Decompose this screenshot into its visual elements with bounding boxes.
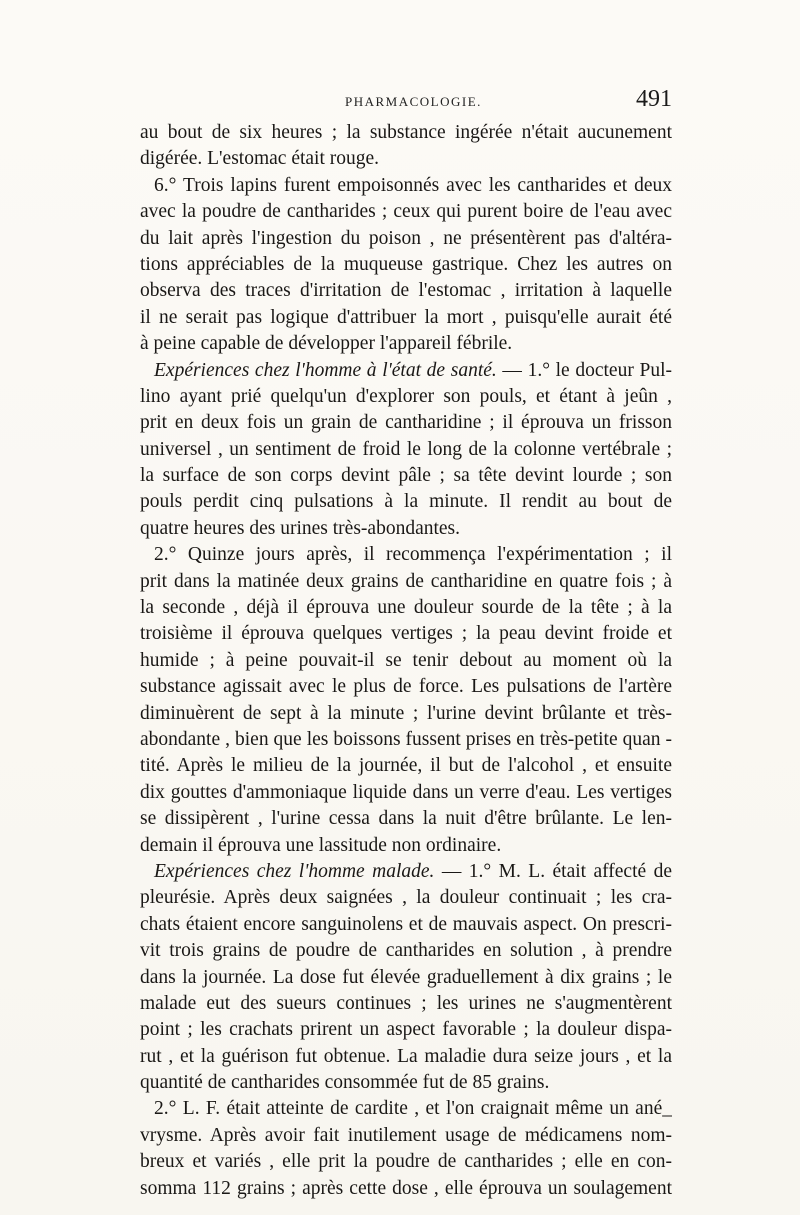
text-line <box>140 833 672 859</box>
line-text: somma 112 grains ; après cette dose , elle éprouva un soulagement <box>140 1177 672 1199</box>
line-text: 2.° Quinze jours après, il recommença l'expérimentation ; il <box>154 544 672 566</box>
text-line <box>140 885 672 911</box>
line-text: vit trois grains de poudre de cantharides en solution , à prendre <box>140 940 672 962</box>
line-text: pleurésie. Après deux saignées , la douleur continuait ; les cra- <box>140 887 672 909</box>
text-line <box>140 991 672 1017</box>
text-line <box>140 859 672 885</box>
line-text: tions appréciables de la muqueuse gastrique. Chez les autres on <box>140 253 672 275</box>
line-text: diminuèrent de sept à la minute ; l'urine devint brûlante et très- <box>140 702 672 724</box>
line-text: digérée. L'estomac était rouge. <box>140 148 380 170</box>
line-text: breux et variés , elle prit la poudre de cantharides ; elle en con- <box>140 1151 672 1173</box>
text-line <box>140 1149 672 1175</box>
text-line <box>140 199 672 225</box>
body-text <box>140 120 672 1202</box>
line-text: prit dans la matinée deux grains de cantharidine en quatre fois ; à <box>140 570 672 592</box>
text-line <box>140 542 672 568</box>
section-heading: Expériences chez l'homme malade. <box>154 860 435 882</box>
line-text: lino ayant prié quelqu'un d'explorer son pouls, et étant à jeûn , <box>140 385 672 407</box>
text-line <box>140 780 672 806</box>
text-line <box>140 1176 672 1202</box>
line-text: demain il éprouva une lassitude non ordinaire. <box>140 834 502 856</box>
text-line <box>140 621 672 647</box>
line-text: malade eut des sueurs continues ; les urines ne s'augmentèrent <box>140 992 672 1014</box>
text-line <box>140 727 672 753</box>
text-line <box>140 806 672 832</box>
line-text: pouls perdit cinq pulsations à la minute. Il rendit au bout de <box>140 491 672 513</box>
line-text: troisième il éprouva quelques vertiges ; la peau devint froide et <box>140 623 672 645</box>
running-head: PHARMACOLOGIE. <box>345 94 482 109</box>
text-line <box>140 965 672 991</box>
text-line <box>140 912 672 938</box>
page-header <box>140 86 680 116</box>
line-text: tité. Après le milieu de la journée, il but de l'alcohol , et ensuite <box>140 755 672 777</box>
line-text: dans la journée. La dose fut élevée graduellement à dix grains ; le <box>140 966 672 988</box>
line-text: avec la poudre de cantharides ; ceux qui purent boire de l'eau avec <box>140 201 672 223</box>
text-line <box>140 595 672 621</box>
line-text: vrysme. Après avoir fait inutilement usage de médicamens nom- <box>140 1124 672 1146</box>
line-text: prit en deux fois un grain de cantharidine ; il éprouva un frisson <box>140 412 672 434</box>
text-line <box>140 146 672 172</box>
page-number: 491 <box>636 86 672 112</box>
text-line <box>140 753 672 779</box>
section-heading: Expériences chez l'homme à l'état de santé. <box>154 359 497 381</box>
text-line <box>140 173 672 199</box>
text-line <box>140 120 672 146</box>
text-line <box>140 516 672 542</box>
text-line <box>140 701 672 727</box>
text-line <box>140 331 672 357</box>
text-line <box>140 1096 672 1122</box>
line-text: substance agissait avec le plus de force. Les pulsations de l'artère <box>140 676 672 698</box>
line-text: — 1.° le docteur Pul- <box>496 359 672 381</box>
text-line <box>140 569 672 595</box>
line-text: dix gouttes d'ammoniaque liquide dans un verre d'eau. Les vertiges <box>140 781 672 803</box>
line-text: point ; les crachats prirent un aspect favorable ; la douleur dispa- <box>140 1019 672 1041</box>
text-line <box>140 278 672 304</box>
line-text: 6.° Trois lapins furent empoisonnés avec les cantharides et deux <box>154 174 672 196</box>
line-text: observa des traces d'irritation de l'estomac , irritation à laquelle <box>140 280 672 302</box>
text-line <box>140 305 672 331</box>
line-text: il ne serait pas logique d'attribuer la mort , puisqu'elle aurait été <box>140 306 672 328</box>
line-text: rut , et la guérison fut obtenue. La maladie dura seize jours , et la <box>140 1045 672 1067</box>
text-line <box>140 437 672 463</box>
text-line <box>140 1123 672 1149</box>
line-text: se dissipèrent , l'urine cessa dans la nuit d'être brûlante. Le len- <box>140 808 672 830</box>
text-line <box>140 226 672 252</box>
line-text: universel , un sentiment de froid le long de la colonne vertébrale ; <box>140 438 672 460</box>
text-line <box>140 252 672 278</box>
text-line <box>140 648 672 674</box>
text-line <box>140 1070 672 1096</box>
line-text: abondante , bien que les boissons fussent prises en très-petite quan - <box>140 728 672 750</box>
line-text: la seconde , déjà il éprouva une douleur sourde de la tête ; à la <box>140 597 672 619</box>
text-line <box>140 384 672 410</box>
line-text: la surface de son corps devint pâle ; sa tête devint lourde ; son <box>140 465 672 487</box>
text-line <box>140 410 672 436</box>
text-line <box>140 1017 672 1043</box>
text-line <box>140 674 672 700</box>
line-text: chats étaient encore sanguinolens et de mauvais aspect. On prescri- <box>140 913 672 935</box>
text-line <box>140 938 672 964</box>
line-text: au bout de six heures ; la substance ingérée n'était aucunement <box>140 122 672 143</box>
line-text: 2.° L. F. était atteinte de cardite , et l'on craignait même un ané_ <box>154 1098 672 1120</box>
line-text: quantité de cantharides consommée fut de 85 grains. <box>140 1072 550 1094</box>
line-text: quatre heures des urines très-abondantes. <box>140 517 461 539</box>
line-text: humide ; à peine pouvait-il se tenir debout au moment où la <box>140 649 672 671</box>
line-text: du lait après l'ingestion du poison , ne présentèrent pas d'altéra- <box>140 227 672 249</box>
text-line <box>140 463 672 489</box>
text-line <box>140 358 672 384</box>
line-text: — 1.° M. L. était affecté de <box>434 860 672 882</box>
text-line <box>140 489 672 515</box>
line-text: à peine capable de développer l'appareil fébrile. <box>140 333 513 355</box>
text-line <box>140 1044 672 1070</box>
